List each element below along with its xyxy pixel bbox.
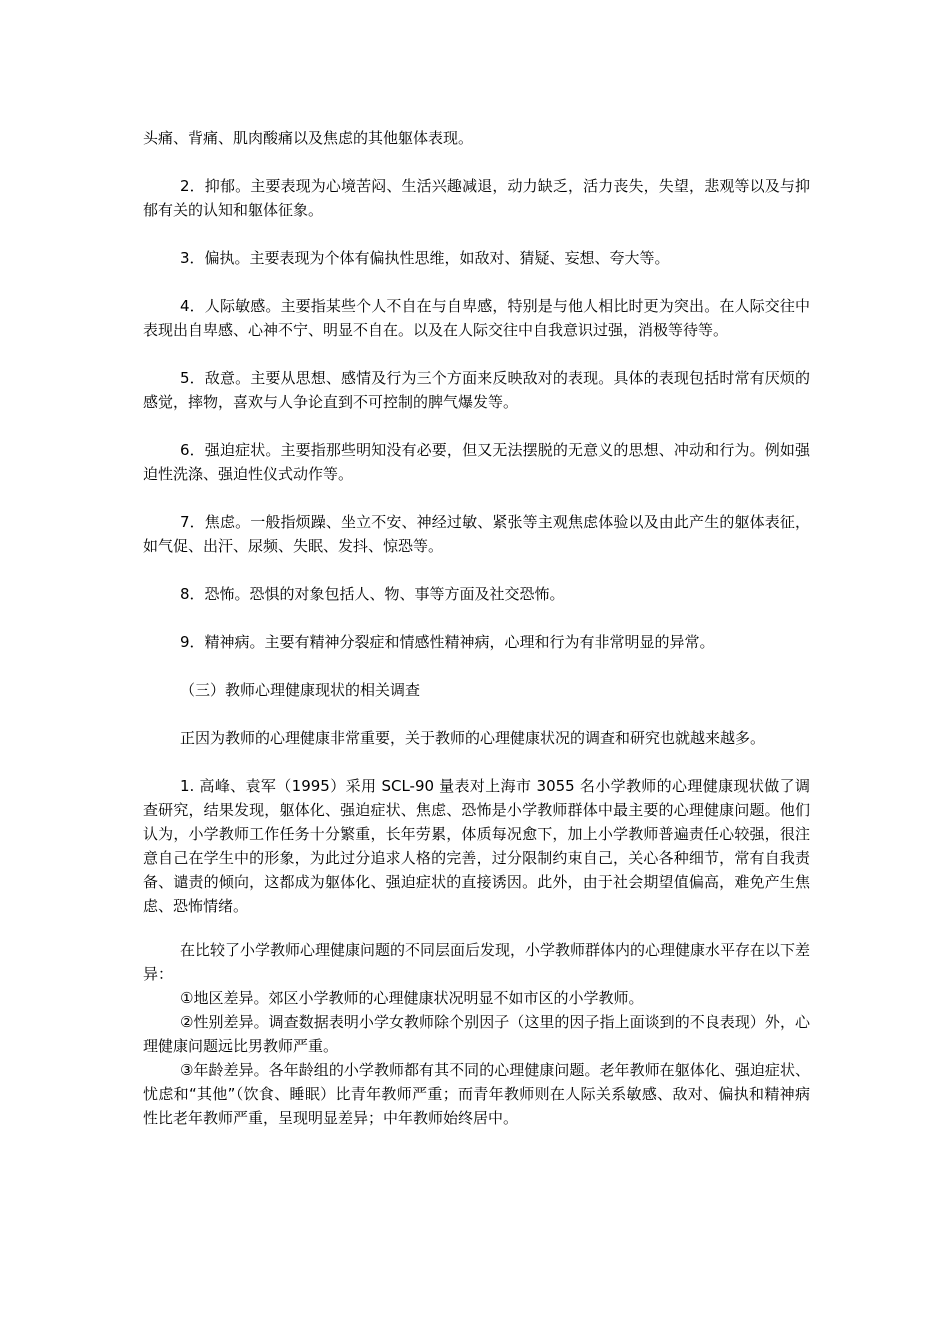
document-body xyxy=(143,126,810,1130)
section-heading: （三）教师心理健康现状的相关调查 xyxy=(180,681,421,699)
list-item-age: ③年龄差异。各年龄组的小学教师都有其不同的心理健康问题。老年教师在躯体化、强迫症状、忧虑和“其他”（饮食、睡眠）比青年教师严重；而青年教师则在人际关系敏感、敌对、偏执和精神病性比老年教师严重，呈现明显差异；中年教师始终居中。 xyxy=(143,1061,810,1127)
list-item-region: ①地区差异。郊区小学教师的心理健康状况明显不如市区的小学教师。 xyxy=(180,989,644,1007)
paragraph-study: 1. 高峰、袁军（1995）采用 SCL-90 量表对上海市 3055 名小学教师的心理健康现状做了调查研究，结果发现，躯体化、强迫症状、焦虑、恐怖是小学教师群体中最主要的心理健康问题。他们认为，小学教师工作任务十分繁重，长年劳累，体质每况愈下，加上小学教师普遍责任心较强，很注意自己在学生中的形象，为此过分追求人格的完善，过分限制约束自己，关心各种细节，常有自我责备、谴责的倾向，这都成为躯体化、强迫症状的直接诱因。此外，由于社会期望值偏高，难免产生焦虑、恐怖情绪。 xyxy=(143,777,810,915)
paragraph-paranoia: 3．偏执。主要表现为个体有偏执性思维，如敌对、猜疑、妄想、夸大等。 xyxy=(180,249,670,267)
paragraph-obsessive-compulsive: 6．强迫症状。主要指那些明知没有必要，但又无法摆脱的无意义的思想、冲动和行为。例如强迫性洗涤、强迫性仪式动作等。 xyxy=(143,441,810,483)
paragraph-phobia: 8．恐怖。恐惧的对象包括人、物、事等方面及社交恐怖。 xyxy=(180,585,565,603)
paragraph-differences: 在比较了小学教师心理健康问题的不同层面后发现，小学教师群体内的心理健康水平存在以下差异： xyxy=(143,941,811,983)
paragraph-hostility: 5．敌意。主要从思想、感情及行为三个方面来反映敌对的表现。具体的表现包括时常有厌烦的感觉，摔物，喜欢与人争论直到不可控制的脾气爆发等。 xyxy=(143,369,810,411)
paragraph-psychosis: 9．精神病。主要有精神分裂症和情感性精神病，心理和行为有非常明显的异常。 xyxy=(180,633,715,651)
paragraph-depression: 2．抑郁。主要表现为心境苦闷、生活兴趣减退，动力缺乏，活力丧失，失望，悲观等以及与抑郁有关的认知和躯体征象。 xyxy=(143,177,810,219)
paragraph-anxiety: 7．焦虑。一般指烦躁、坐立不安、神经过敏、紧张等主观焦虑体验以及由此产生的躯体表征，如气促、出汗、尿频、失眠、发抖、惊恐等。 xyxy=(143,513,810,555)
list-item-gender: ②性别差异。调查数据表明小学女教师除个别因子（这里的因子指上面谈到的不良表现）外，心理健康问题远比男教师严重。 xyxy=(143,1013,810,1055)
paragraph: 头痛、背痛、肌肉酸痛以及焦虑的其他躯体表现。 xyxy=(143,129,474,147)
paragraph-interpersonal-sensitivity: 4．人际敏感。主要指某些个人不自在与自卑感，特别是与他人相比时更为突出。在人际交往中表现出自卑感、心神不宁、明显不自在。以及在人际交往中自我意识过强，消极等待等。 xyxy=(143,297,810,339)
paragraph-intro: 正因为教师的心理健康非常重要，关于教师的心理健康状况的调查和研究也就越来越多。 xyxy=(180,729,766,747)
